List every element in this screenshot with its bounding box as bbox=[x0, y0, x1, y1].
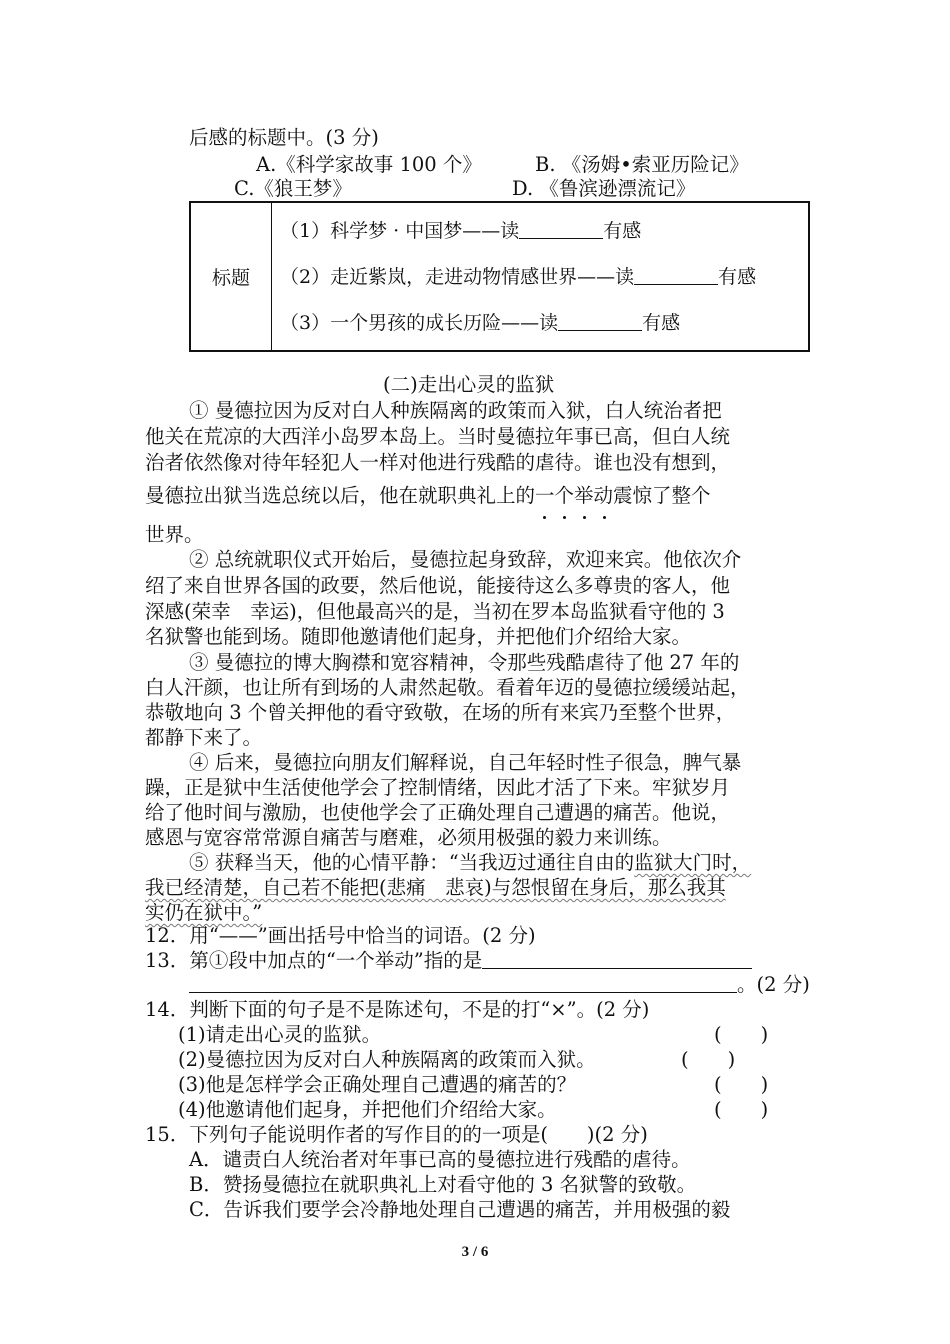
q14-item: (1)请走出心灵的监狱。 bbox=[178, 1023, 382, 1046]
q15-option: A．谴责白人统治者对年事已高的曼德拉进行残酷的虐待。 bbox=[189, 1148, 691, 1171]
p4-line: 感恩与宽容常常源自痛苦与磨难，必须用极强的毅力来训练。 bbox=[145, 826, 672, 849]
answer-blank[interactable] bbox=[634, 266, 718, 285]
wavy-underline: 监狱大门时， bbox=[634, 851, 752, 874]
q11-option-a: A.《科学家故事 100 个》 bbox=[256, 153, 482, 176]
question-14: 14．判断下面的句子是不是陈述句，不是的打“×”。(2 分) bbox=[145, 998, 650, 1021]
table-row: （2）走近紫岚，走进动物情感世界——读 有感 bbox=[280, 265, 757, 288]
question-15: 15．下列句子能说明作者的写作目的的一项是( )(2 分) bbox=[145, 1123, 648, 1146]
passage-title: (二)走出心灵的监狱 bbox=[383, 373, 555, 396]
question-12: 12．用“——”画出括号中恰当的词语。(2 分) bbox=[145, 924, 536, 947]
p1-line: 他关在荒凉的大西洋小岛罗本岛上。当时曼德拉年事已高，但白人统 bbox=[145, 425, 731, 448]
question-13: 13．第①段中加点的“一个举动”指的是 bbox=[145, 948, 752, 974]
q11-option-c: C.《狼王梦》 bbox=[234, 177, 352, 200]
answer-blank[interactable] bbox=[558, 312, 642, 331]
answer-blank[interactable] bbox=[482, 950, 752, 969]
page-number: 3 / 6 bbox=[461, 1244, 489, 1260]
q11-tail: 后感的标题中。(3 分) bbox=[189, 126, 379, 149]
q14-item: (2)曼德拉因为反对白人种族隔离的政策而入狱。 bbox=[178, 1048, 596, 1071]
p2-line: 绍了来自世界各国的政要，然后他说，能接待这么多尊贵的客人，他 bbox=[145, 574, 731, 597]
answer-blank[interactable] bbox=[189, 974, 737, 993]
emphasis-dotted: 一个举动 bbox=[535, 484, 613, 507]
p3-line: 都静下来了。 bbox=[145, 726, 263, 749]
p1-line: ① 曼德拉因为反对白人种族隔离的政策而入狱，白人统治者把 bbox=[189, 399, 722, 422]
answer-paren[interactable]: ( ) bbox=[714, 1023, 769, 1046]
p2-line: 名狱警也能到场。随即他邀请他们起身，并把他们介绍给大家。 bbox=[145, 625, 692, 648]
p3-line: ③ 曼德拉的博大胸襟和宽容精神，令那些残酷虐待了他 27 年的 bbox=[189, 651, 740, 674]
answer-blank[interactable] bbox=[519, 220, 603, 239]
q15-option: B．赞扬曼德拉在就职典礼上对看守他的 3 名狱警的致敬。 bbox=[189, 1173, 697, 1196]
p5-line: 实仍在狱中。” bbox=[145, 901, 263, 924]
table-rows bbox=[272, 202, 810, 351]
p4-line: ④ 后来，曼德拉向朋友们解释说，自己年轻时性子很急，脾气暴 bbox=[189, 751, 742, 774]
p4-line: 躁，正是狱中生活使他学会了控制情绪，因此才活了下来。牢狱岁月 bbox=[145, 776, 731, 799]
p5-line: 我已经清楚，自己若不能把(悲痛 悲哀)与怨恨留在身后，那么我其 bbox=[145, 876, 726, 899]
p1-line: 世界。 bbox=[145, 523, 204, 546]
p1-line: 曼德拉出狱当选总统以后，他在就职典礼上的一个举动 震惊了整个 bbox=[145, 483, 711, 509]
p2-line: 深感(荣幸 幸运)，但他最高兴的是，当初在罗本岛监狱看守他的 3 bbox=[145, 600, 725, 623]
answer-paren[interactable]: ( ) bbox=[714, 1098, 769, 1121]
q14-item: (4)他邀请他们起身，并把他们介绍给大家。 bbox=[178, 1098, 557, 1121]
table-row: （1）科学梦 · 中国梦——读 有感 bbox=[280, 219, 642, 242]
table-header: 标题 bbox=[190, 202, 272, 351]
answer-paren[interactable]: ( ) bbox=[681, 1048, 736, 1071]
q14-item: (3)他是怎样学会正确处理自己遭遇的痛苦的？ bbox=[178, 1073, 577, 1096]
table-row: （3）一个男孩的成长历险——读 有感 bbox=[280, 311, 681, 334]
q11-option-b: B. 《汤姆•索亚历险记》 bbox=[535, 153, 749, 176]
p3-line: 白人汗颜，也让所有到场的人肃然起敬。看着年迈的曼德拉缓缓站起， bbox=[145, 676, 750, 699]
p5-line: ⑤ 获释当天，他的心情平静：“当我迈过通往自由的监狱大门时， bbox=[189, 851, 752, 874]
title-table bbox=[189, 201, 810, 352]
answer-paren[interactable]: ( ) bbox=[714, 1073, 769, 1096]
p4-line: 给了他时间与激励，也使他学会了正确处理自己遭遇的痛苦。他说， bbox=[145, 801, 731, 824]
q11-option-d: D. 《鲁滨逊漂流记》 bbox=[512, 177, 696, 200]
q15-option: C．告诉我们要学会冷静地处理自己遭遇的痛苦，并用极强的毅 bbox=[189, 1198, 731, 1221]
p3-line: 恭敬地向 3 个曾关押他的看守致敬，在场的所有来宾乃至整个世界， bbox=[145, 701, 736, 724]
p1-line: 治者依然像对待年轻犯人一样对他进行残酷的虐待。谁也没有想到， bbox=[145, 451, 731, 474]
p2-line: ② 总统就职仪式开始后，曼德拉起身致辞，欢迎来宾。他依次介 bbox=[189, 548, 742, 571]
question-13-continued: 。(2 分) bbox=[189, 972, 810, 998]
